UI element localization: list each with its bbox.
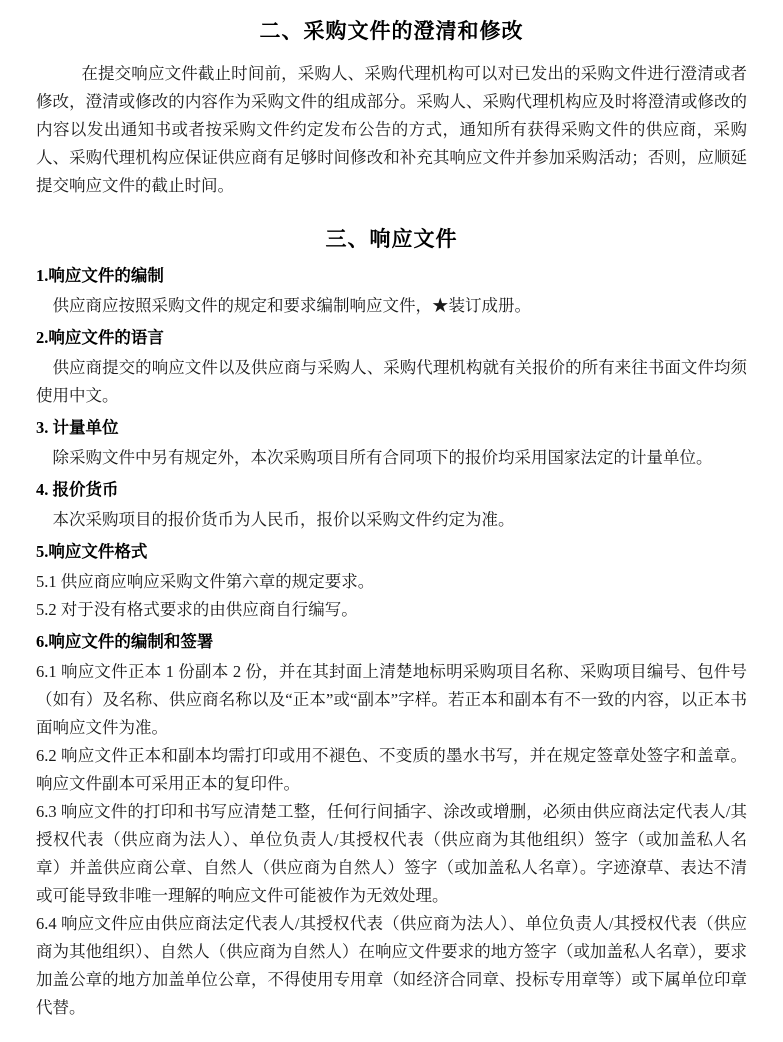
section-2-title: 二、采购文件的澄清和修改 [259, 19, 524, 43]
clause-6-2: 6.2 响应文件正本和副本均需打印或用不褪色、不变质的墨水书写，并在规定签章处签字和盖章。响应文件副本可采用正本的复印件。 [36, 746, 747, 793]
section-2-paragraph: 在提交响应文件截止时间前，采购人、采购代理机构可以对已发出的采购文件进行澄清或者修改，澄清或修改的内容作为采购文件的组成部分。采购人、采购代理机构应及时将澄清或修改的内容以发出通知书或者按采购文件约定发布公告的方式，通知所有获得采购文件的供应商，采购人、采购代理机构应保证供应商有足够时间修改和补充其响应文件并参加采购活动；否则，应顺延提交响应文件的截止时间。 [36, 64, 747, 195]
clause-6-4: 6.4 响应文件应由供应商法定代表人/其授权代表（供应商为法人）、单位负责人/其授权代表（供应商为其他组织）、自然人（供应商为自然人）在响应文件要求的地方签字（或加盖私人名章），要求加盖公章的地方加盖单位公章，不得使用专用章（如经济合同章、投标专用章等）或下属单位印章代替。 [36, 914, 747, 1017]
body-measurement-unit: 除采购文件中另有规定外，本次采购项目所有合同项下的报价均采用国家法定的计量单位。 [52, 448, 713, 467]
body-quotation-currency: 本次采购项目的报价货币为人民币，报价以采购文件约定为准。 [52, 510, 515, 529]
heading-measurement-unit: 3. 计量单位 [36, 418, 119, 437]
clause-5-2: 5.2 对于没有格式要求的由供应商自行编写。 [36, 600, 358, 619]
heading-response-doc-language: 2.响应文件的语言 [36, 328, 164, 347]
heading-quotation-currency: 4. 报价货币 [36, 480, 119, 499]
section-3-title: 三、响应文件 [325, 227, 458, 251]
body-response-doc-language: 供应商提交的响应文件以及供应商与采购人、采购代理机构就有关报价的所有来往书面文件均须使用中文。 [36, 358, 747, 405]
heading-preparation-and-signing: 6.响应文件的编制和签署 [36, 632, 214, 651]
heading-response-doc-format: 5.响应文件格式 [36, 542, 148, 561]
heading-response-doc-preparation: 1.响应文件的编制 [36, 266, 164, 285]
body-response-doc-preparation: 供应商应按照采购文件的规定和要求编制响应文件，★装订成册。 [52, 296, 531, 315]
clause-6-1: 6.1 响应文件正本 1 份副本 2 份，并在其封面上清楚地标明采购项目名称、采购项目编号、包件号（如有）及名称、供应商名称以及“正本”或“副本”字样。若正本和副本有不一致的内容，以正本书面响应文件为准。 [36, 662, 747, 737]
clause-6-3: 6.3 响应文件的打印和书写应清楚工整，任何行间插字、涂改或增删，必须由供应商法定代表人/其授权代表（供应商为法人）、单位负责人/其授权代表（供应商为其他组织）签字（或加盖私人名章）并盖供应商公章、自然人（供应商为自然人）签字（或加盖私人名章）。字迹潦草、表达不清或可能导致非唯一理解的响应文件可能被作为无效处理。 [36, 802, 747, 905]
clause-5-1: 5.1 供应商应响应采购文件第六章的规定要求。 [36, 572, 375, 591]
